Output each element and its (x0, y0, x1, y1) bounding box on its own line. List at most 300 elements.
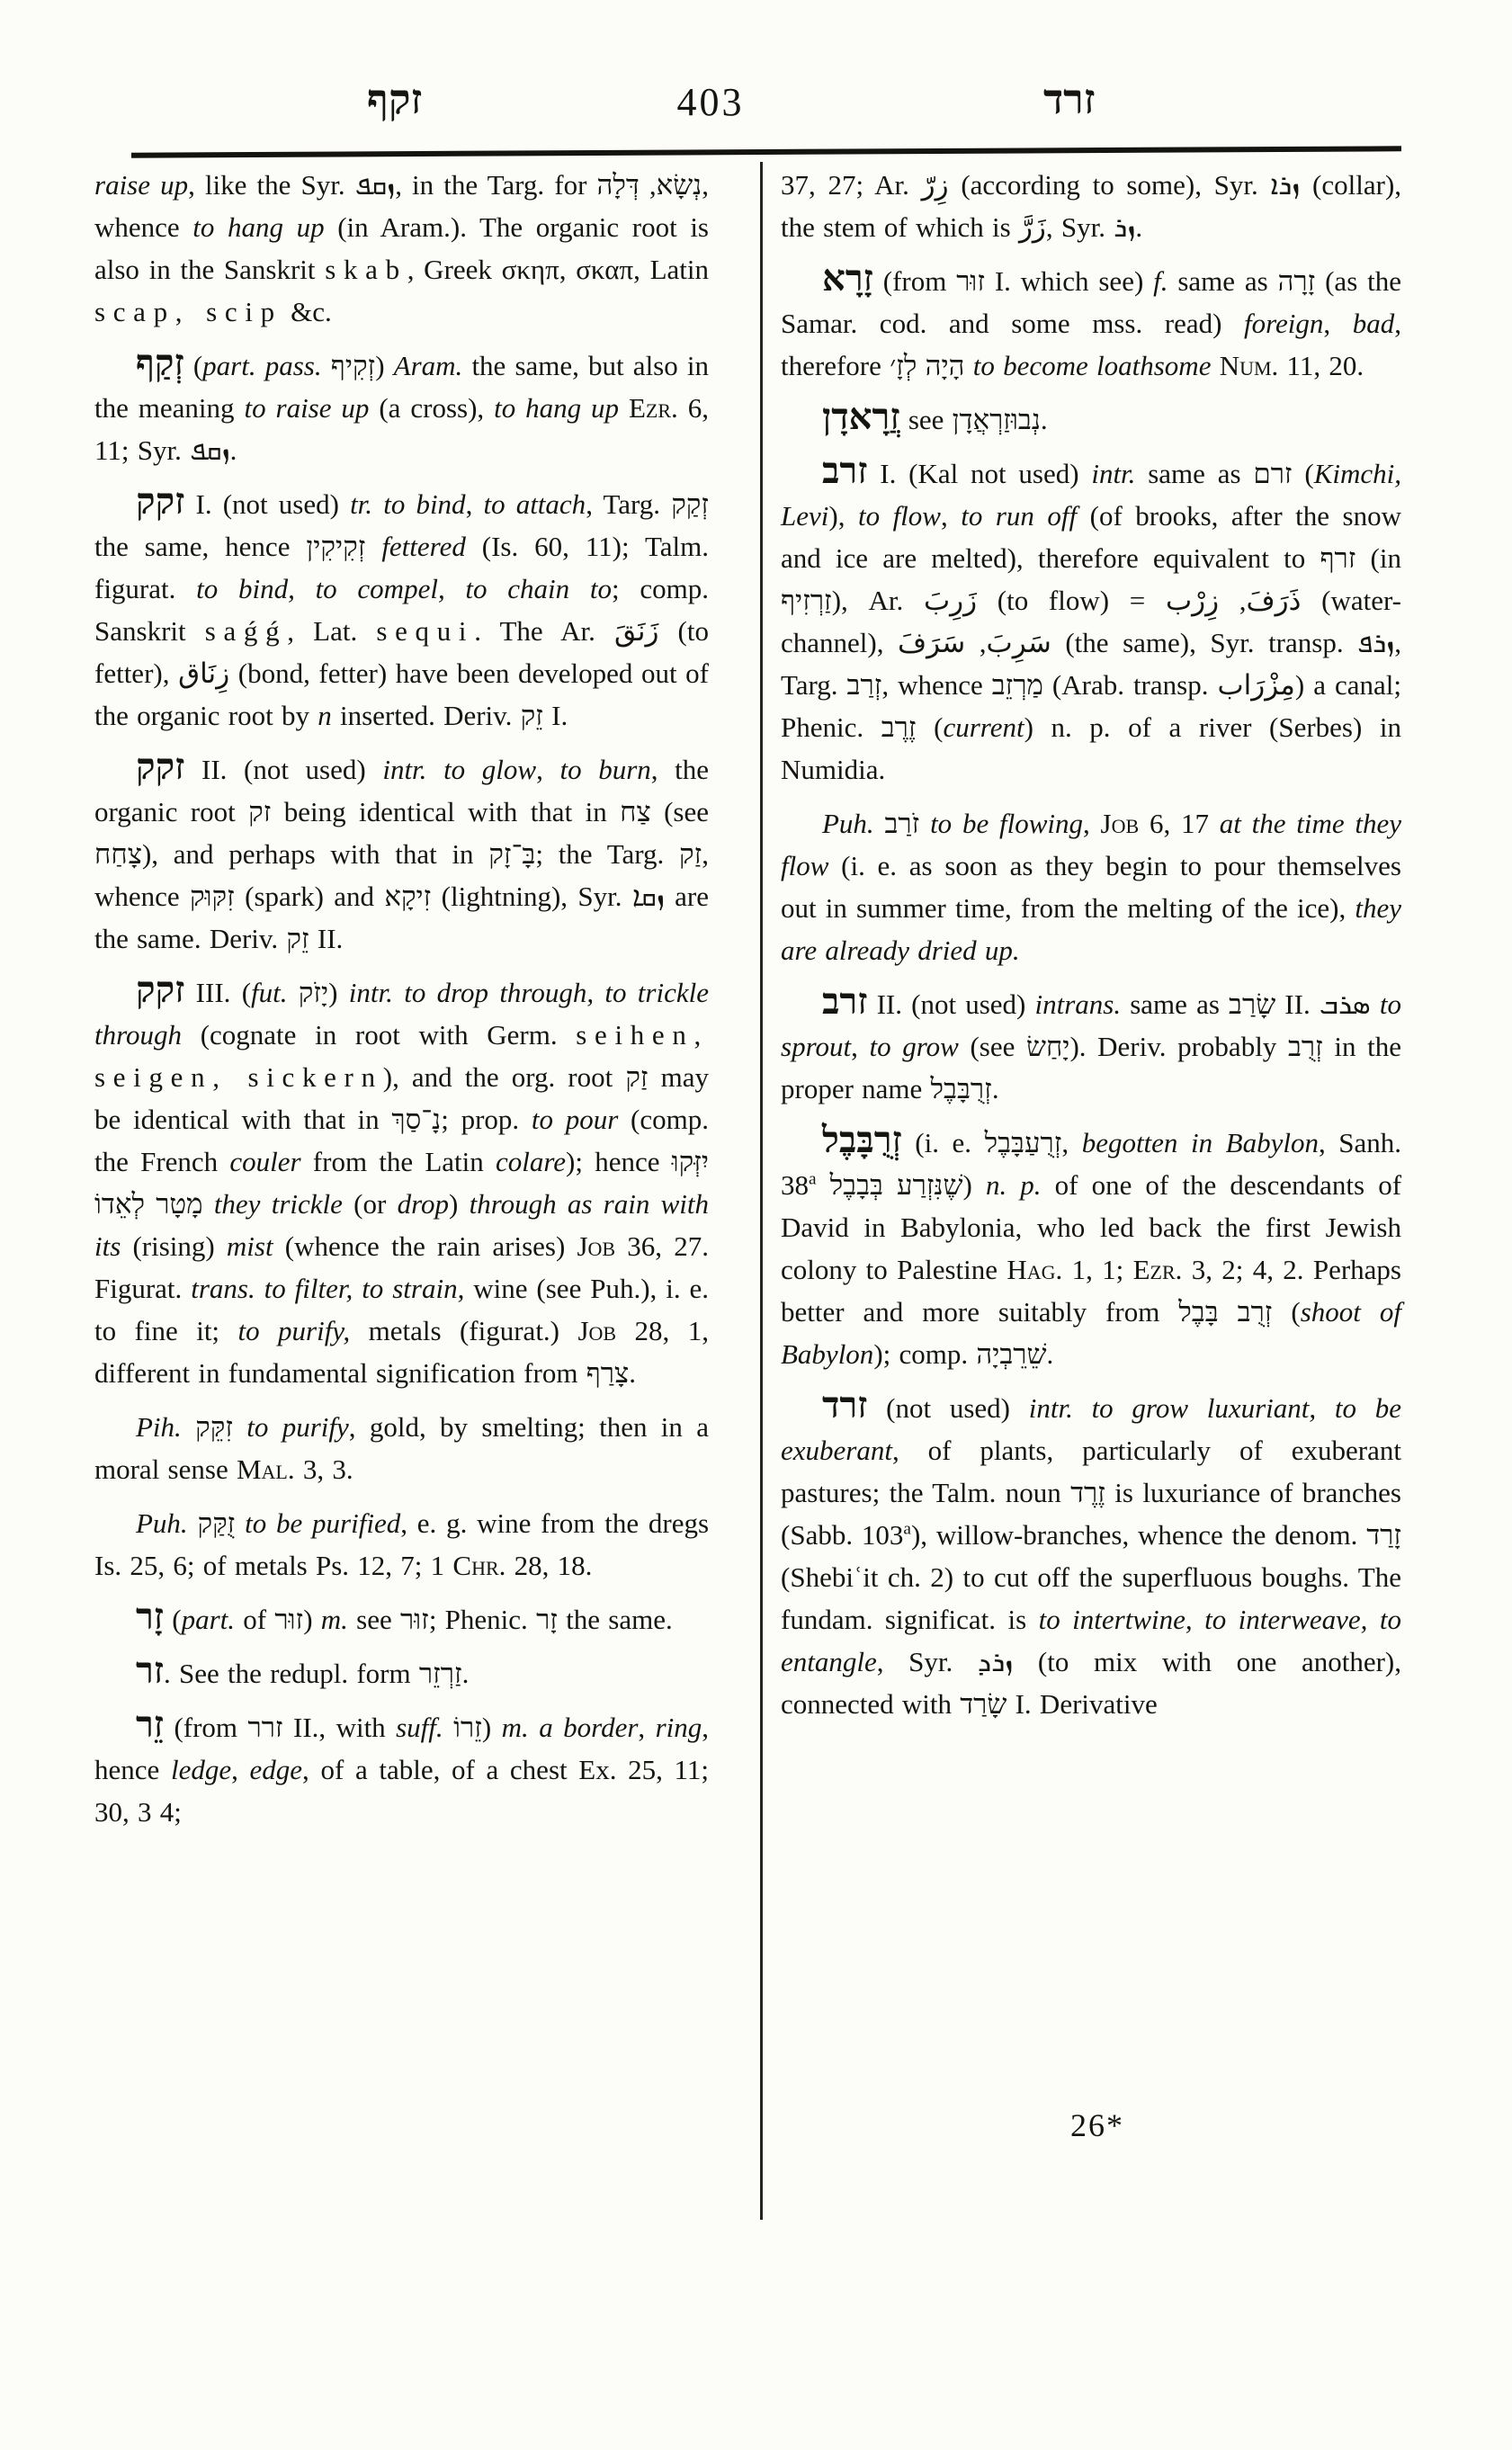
text-run (443, 1712, 453, 1743)
text-run: , (639, 169, 657, 201)
text-run: זרד (822, 1385, 868, 1426)
entry-zerubbabel (781, 1122, 1401, 1375)
text-run: Mal. (236, 1453, 295, 1485)
text-run: ) n. p. of a river (Serbes) in Numidia. (781, 711, 1402, 785)
text-run: see (347, 1604, 400, 1635)
text-run: זַרְזֵר (418, 1658, 462, 1689)
text-run: they trickle (213, 1188, 343, 1220)
text-run: (collar), the stem of which is (781, 169, 1402, 243)
text-run: I. (Kal not used) (867, 458, 1092, 489)
text-run: ( (916, 711, 944, 743)
text-run: (to mix with one another), connected with (781, 1646, 1402, 1720)
text-run: , therefore (781, 308, 1401, 381)
text-run: ); hence (566, 1146, 672, 1177)
text-run: זרף (1320, 542, 1356, 574)
text-run: edge (249, 1754, 303, 1785)
text-run: זר (136, 1650, 165, 1691)
text-run: , Greek σκηπ, σκαπ, Latin (407, 254, 709, 285)
text-run: Job (577, 1315, 617, 1346)
text-run: , (638, 1712, 656, 1743)
text-run: m. (320, 1604, 348, 1635)
text-run (964, 350, 972, 381)
text-run: to pour (531, 1104, 619, 1135)
text-run: זַרְזִיף (781, 585, 832, 616)
text-run: raise up (94, 169, 189, 201)
text-run: intr. (1091, 458, 1136, 489)
text-run: سَرِبَ, سَرَفَ (898, 627, 1051, 658)
text-run: II. (not used) (867, 988, 1035, 1020)
entry-zaqaq-3 (94, 971, 709, 1394)
text-run: ܙܪܐ (1270, 169, 1301, 201)
text-run: , gold, by smelting; then in a moral sense (94, 1411, 709, 1485)
text-run: Chr. (452, 1550, 506, 1581)
entry-zaqaq-puh (94, 1502, 709, 1587)
text-run: foreign (1244, 308, 1324, 339)
text-run: shoot of Babylon (781, 1296, 1401, 1370)
text-run (426, 754, 443, 785)
text-run: ), (828, 500, 858, 532)
text-run: to burn (559, 754, 651, 785)
text-run: , (1061, 1127, 1082, 1158)
text-run: ); comp. (873, 1338, 977, 1370)
text-run: to bind (383, 488, 466, 520)
entry-zeqaph-aram (94, 344, 709, 471)
text-run: יָחַשׂ (1026, 1031, 1070, 1062)
text-run: (comp. the French (94, 1104, 709, 1177)
text-run (817, 1169, 830, 1201)
text-run: זָרָה (1277, 265, 1316, 297)
text-run (255, 1273, 264, 1304)
text-run: 37, 27; Ar. (781, 169, 922, 201)
text-run: , Syr. (1045, 211, 1114, 243)
text-run (182, 1411, 195, 1443)
text-run: שָׂרַב (1229, 988, 1276, 1020)
text-run: II. (not used) (184, 754, 383, 785)
text-run: צָרַף (586, 1357, 630, 1389)
text-run: זְקַק (671, 488, 710, 520)
text-run: זְקַף (136, 343, 184, 383)
text-run: ), and perhaps with that in (141, 838, 489, 870)
text-run: , Syr. (876, 1646, 978, 1677)
text-run: III. ( (184, 977, 252, 1008)
text-run (353, 1273, 362, 1304)
text-run: from the Latin (300, 1146, 496, 1177)
text-run: נְבוּזַרְאֲדָן (952, 404, 1041, 435)
entry-zaqaq-2 (94, 748, 709, 960)
text-run: I. Derivative (1007, 1688, 1158, 1720)
text-run: Aram. (393, 350, 463, 381)
text-run: to run off (961, 500, 1078, 532)
text-run: , (536, 754, 560, 785)
text-run: mist (226, 1230, 273, 1262)
text-run: ; the Targ. (535, 838, 680, 870)
text-run: ring (655, 1712, 702, 1743)
text-run: 6, 11; Syr. (94, 392, 709, 466)
text-run: נָ־סַךְ (391, 1104, 442, 1135)
text-run: ; comp. Sanskrit (94, 573, 709, 647)
text-run: (cognate in root with Germ. (182, 1019, 577, 1051)
text-run: same as (1121, 988, 1230, 1020)
text-run: (from (872, 265, 957, 297)
text-run: זקק (136, 481, 185, 522)
text-run: צָחַח (94, 838, 142, 870)
text-run: זרב (822, 981, 868, 1022)
text-run: שָׂרַד (960, 1688, 1007, 1720)
text-run: tr. (350, 488, 373, 520)
text-run: זרם (1253, 458, 1293, 489)
text-run: skab (325, 254, 407, 285)
text-run: to hang up (494, 392, 620, 424)
text-run: I. which see) (985, 265, 1154, 297)
text-run: זוּר (274, 1604, 304, 1635)
text-run: begotten in Babylon (1081, 1127, 1319, 1158)
text-run: (see (650, 796, 709, 827)
text-run: , (940, 500, 962, 532)
text-run: ܙܪܦ (1357, 627, 1395, 658)
text-run: זָרָא (822, 258, 873, 299)
text-run: , (1083, 808, 1101, 839)
text-run (529, 1712, 539, 1743)
text-run: fettered (381, 531, 466, 562)
text-run: ) (448, 1188, 470, 1220)
entry-zarab-1 (781, 452, 1401, 791)
text-run: couler (229, 1146, 301, 1177)
entry-zarad (781, 1387, 1401, 1725)
text-run: זְרֻב בָּבֶל (1178, 1296, 1273, 1328)
text-run: זרר (247, 1712, 283, 1743)
text-run: to flow (857, 500, 941, 532)
text-run: ) (375, 350, 394, 381)
text-run: זֵר (136, 1704, 165, 1745)
text-run (1211, 350, 1219, 381)
text-run: ), willow-branches, whence the denom. (910, 1519, 1367, 1551)
text-run: זֶרֶב (881, 711, 917, 743)
right-column (781, 164, 1401, 1737)
text-run: a (809, 1169, 817, 1189)
text-run: , (1219, 585, 1247, 616)
text-run: trans. (191, 1273, 255, 1304)
text-run: Pih. (136, 1411, 182, 1443)
text-run: may be identical with that in (94, 1061, 709, 1135)
entry-zara (781, 260, 1401, 387)
text-run (288, 977, 299, 1008)
text-run: (or (342, 1188, 398, 1220)
text-run: intr. (348, 977, 393, 1008)
text-run: fut. (251, 977, 288, 1008)
text-run (919, 808, 930, 839)
text-run: זְקִיקִין (306, 531, 366, 562)
text-run: זְרֻבָּבֶל (822, 1120, 902, 1160)
text-run: . (1040, 404, 1048, 435)
text-run: ܙܩܦ (354, 169, 396, 201)
text-run: (from (164, 1712, 248, 1743)
text-run: , Targ. (586, 488, 672, 520)
text-run: f. (1153, 265, 1168, 297)
text-run: I. (not used) (184, 488, 351, 520)
text-run: זֵק (286, 923, 309, 954)
text-run: Job (577, 1230, 616, 1262)
text-run: ( (183, 350, 203, 381)
text-run: 28, 18. (505, 1550, 593, 1581)
text-run: , whence (94, 169, 709, 243)
text-run: to grow (869, 1031, 959, 1062)
text-run: יִזְּקוּ מָטָר לְאֵדוֹ (94, 1146, 709, 1220)
text-run: . See the redupl. form (164, 1658, 419, 1689)
text-run: (not used) (867, 1392, 1029, 1424)
text-run: (of brooks, after the snow and ice are melted), therefore equivalent to (781, 500, 1402, 574)
text-run: the same, hence (94, 531, 307, 562)
text-run: to hang up (192, 211, 325, 243)
text-run: זֻקַּק (197, 1507, 236, 1539)
text-run: , Targ. (781, 627, 1401, 701)
text-run: &c. (282, 296, 332, 327)
text-run: زِرْب (1165, 585, 1220, 616)
text-run: זְקִיף (330, 350, 376, 381)
text-run: in the proper name (781, 1031, 1402, 1104)
text-run: (spark) and (234, 881, 385, 912)
text-run: of one of the descendants of David in Babylonia, who led back the first Jewish colony to Palestine (781, 1169, 1402, 1285)
text-run (235, 1507, 245, 1539)
text-run: (to fetter), (94, 615, 709, 689)
text-run: , whence (94, 838, 709, 912)
entry-zar-redupl (94, 1652, 709, 1694)
text-run: Kimchi, Levi (781, 458, 1401, 532)
text-run: intr. (382, 754, 427, 785)
text-run: current (943, 711, 1024, 743)
page-number: 403 (676, 80, 745, 124)
text-run: 6, 17 (1139, 808, 1220, 839)
text-run: יָזֹק (298, 977, 329, 1008)
text-run: colare (496, 1146, 567, 1177)
text-run: ) (481, 1712, 502, 1743)
text-run: 36, 27. Figurat. (94, 1230, 709, 1304)
text-run: , (1323, 308, 1353, 339)
text-run: II. (1275, 988, 1320, 1020)
text-run: זֹרַב (884, 808, 920, 839)
text-run: ( (164, 1604, 182, 1635)
text-run: 11, 20. (1278, 350, 1364, 381)
text-run: at the time they flow (781, 808, 1402, 881)
text-run: Num. (1219, 350, 1279, 381)
text-run: , the organic root (94, 754, 710, 827)
text-run (1073, 1392, 1092, 1424)
text-run: זְרַב (846, 669, 882, 701)
text-run: they are already dried up. (781, 892, 1401, 966)
text-run: ), and the org. root (382, 1061, 626, 1093)
text-run: ܙܪ (1114, 211, 1136, 243)
text-run: through as rain with its (94, 1188, 710, 1262)
text-run: הָיָה לְזָ׳ (890, 350, 965, 381)
text-run: (bond, fetter) have been developed out of the organic root by (94, 657, 709, 731)
text-run: זַק (625, 1061, 649, 1093)
text-run: 28, 1, different in fundamental signification from (94, 1315, 710, 1389)
text-run: ; prop. (441, 1104, 532, 1135)
text-run: زَنَقَ (613, 615, 659, 647)
text-run: (whence the rain arises) (273, 1230, 577, 1262)
text-run: to bind, to compel, to chain to (196, 573, 612, 604)
text-run (203, 1188, 214, 1220)
entry-zar-participle (94, 1598, 709, 1641)
text-run: זקק (136, 970, 185, 1010)
text-run: זוּר (400, 1604, 429, 1635)
text-run: to raise up (244, 392, 370, 424)
text-run: דְּלָה (596, 169, 640, 201)
text-run: part. pass. (202, 350, 322, 381)
text-run: are the same. Deriv. (94, 881, 709, 954)
text-run: , (465, 488, 484, 520)
text-run: a (903, 1519, 911, 1539)
text-run: to purify (246, 1411, 349, 1443)
text-run: زَرِبَ (923, 585, 978, 616)
text-run: to attach (483, 488, 586, 520)
text-run: זָר (536, 1604, 558, 1635)
text-run: saǵǵ (204, 615, 288, 647)
text-run (372, 488, 383, 520)
text-run: זֵרוֹ (453, 1712, 482, 1743)
text-run: ܙܩܦ (190, 434, 230, 466)
text-run: ) (328, 977, 349, 1008)
text-run (233, 1411, 246, 1443)
text-run: to be purified (245, 1507, 401, 1539)
header-right-headword: זרד (1043, 76, 1096, 122)
text-run: scap, scip (94, 296, 282, 327)
text-run: Ezr. (629, 392, 678, 424)
text-run: , of a table, of a chest Ex. 25, 11; 30, 3 4; (94, 1754, 710, 1828)
entry-zer-border (94, 1706, 709, 1833)
text-run: זִקֵּק (195, 1411, 233, 1443)
text-run: suff. (396, 1712, 443, 1743)
text-run: (Arab. transp. (1042, 669, 1218, 701)
text-run: مِزْرَاب (1217, 669, 1295, 701)
text-run: is luxuriance of branches (Sabb. 103 (781, 1477, 1401, 1551)
text-run: 3, 3. (294, 1453, 353, 1485)
text-run: (i. e. (901, 1127, 985, 1158)
text-run: ) (303, 1604, 321, 1635)
left-column (94, 164, 709, 1845)
text-run: ܙܩܐ (631, 881, 665, 912)
text-run (188, 1507, 198, 1539)
text-run: a border (539, 1712, 639, 1743)
text-run: ܙܪܕ (977, 1646, 1014, 1677)
text-run: same as (1135, 458, 1254, 489)
text-run: n (318, 700, 332, 731)
text-run: wine (see Puh.), i. e. to fine it; (94, 1273, 710, 1346)
text-run: . (461, 1658, 470, 1689)
text-run: צַח (620, 796, 651, 827)
text-run (365, 531, 381, 562)
text-run: . (1046, 1338, 1054, 1370)
text-run: ( (1272, 1296, 1301, 1328)
text-run: זֵק (520, 700, 543, 731)
text-run: ledge (170, 1754, 232, 1785)
text-run: (according to some), Syr. (948, 169, 1271, 201)
text-run: زِنَاق (178, 657, 230, 689)
text-run: Puh. (136, 1507, 188, 1539)
text-run: intrans. (1034, 988, 1122, 1020)
text-run: 1, 1; (1062, 1254, 1133, 1285)
text-run: metals (figurat.) (350, 1315, 578, 1346)
text-run: (Shebiʿit ch. 2) to cut off the superfluous boughs. The fundam. significat. is (781, 1561, 1401, 1635)
text-run (393, 977, 404, 1008)
text-run: II., with (282, 1712, 397, 1743)
entry-zaradan (781, 398, 1401, 441)
signature-mark: 26* (1070, 2107, 1124, 2143)
text-run: to purify, (237, 1315, 351, 1346)
text-run: (in (1355, 542, 1401, 574)
text-run: , e. g. wine from the dregs Is. 25, 6; of metals Ps. 12, 7; 1 (94, 1507, 710, 1581)
text-run: זוּר (956, 265, 985, 297)
text-run: ( (1292, 458, 1314, 489)
text-run (1371, 988, 1380, 1020)
text-run: , in the Targ. for (395, 169, 597, 201)
text-run: , (851, 1031, 870, 1062)
text-run (619, 392, 629, 424)
text-run: to drop through, to trickle through (94, 977, 709, 1051)
text-run: . (991, 1073, 999, 1104)
text-run: זֶרֶד (1070, 1477, 1105, 1508)
text-run: 3, 2; 4, 2. Perhaps better and more suitably from (781, 1254, 1401, 1328)
text-run: זְרֻבָּבֶל (930, 1073, 992, 1104)
text-run: to intertwine, to interweave, to entangle (781, 1604, 1401, 1677)
text-run: ) a canal; Phenic. (781, 669, 1401, 743)
entry-zarab-2 (781, 983, 1401, 1110)
entry-zarab-puh (781, 802, 1401, 971)
text-run: Job (1100, 808, 1140, 839)
text-run: to be flowing (930, 808, 1083, 839)
text-run: . (1135, 211, 1143, 243)
text-run: זרב (822, 451, 868, 491)
text-run: (Is. 60, 11); Talm. figurat. (94, 531, 709, 604)
text-run: זַק (679, 838, 702, 870)
text-run: the same, but also in the meaning (94, 350, 709, 424)
text-run: שֵׁרֵבְיָה (976, 1338, 1047, 1370)
text-run: I. (542, 700, 568, 731)
text-run: זְרֻעַבָּבֶל (984, 1127, 1062, 1158)
text-run: to grow luxuriant, to be exuberant (781, 1392, 1401, 1466)
text-run: , like the Syr. (188, 169, 355, 201)
text-run: (the same), Syr. transp. (1051, 627, 1358, 658)
text-run: to filter, (264, 1273, 353, 1304)
text-run: זְרֻב (1287, 1031, 1323, 1062)
text-run: , whence (881, 669, 992, 701)
text-run: inserted. Deriv. (331, 700, 521, 731)
text-run: זָרַד (1366, 1519, 1401, 1551)
text-run: (see (958, 1031, 1027, 1062)
text-run: (rising) (121, 1230, 227, 1262)
text-run: to sprout (781, 988, 1401, 1062)
column-divider (760, 162, 763, 2220)
text-run: ) (962, 1169, 986, 1201)
text-run: ), Ar. (831, 585, 924, 616)
text-run: , Sanh. 38 (781, 1127, 1402, 1201)
text-run (874, 808, 885, 839)
text-run: (as the Samar. cod. and some mss. read) (781, 265, 1401, 339)
text-run: II. (309, 923, 344, 954)
text-run: בָּ־זָק (488, 838, 536, 870)
text-run: ). Deriv. probably (1069, 1031, 1288, 1062)
text-run: . The Ar. (474, 615, 614, 647)
entry-continuation-zer-right (781, 164, 1401, 248)
text-run: (to flow) = (977, 585, 1166, 616)
text-run: זקק (136, 747, 185, 787)
text-run: being identical with that in (271, 796, 621, 827)
text-run: same as (1168, 265, 1278, 297)
text-run: זק (248, 796, 272, 827)
text-run: , hence (94, 1712, 710, 1785)
text-run: bad (1352, 308, 1395, 339)
text-run (322, 350, 331, 381)
text-run: . (629, 1357, 636, 1389)
